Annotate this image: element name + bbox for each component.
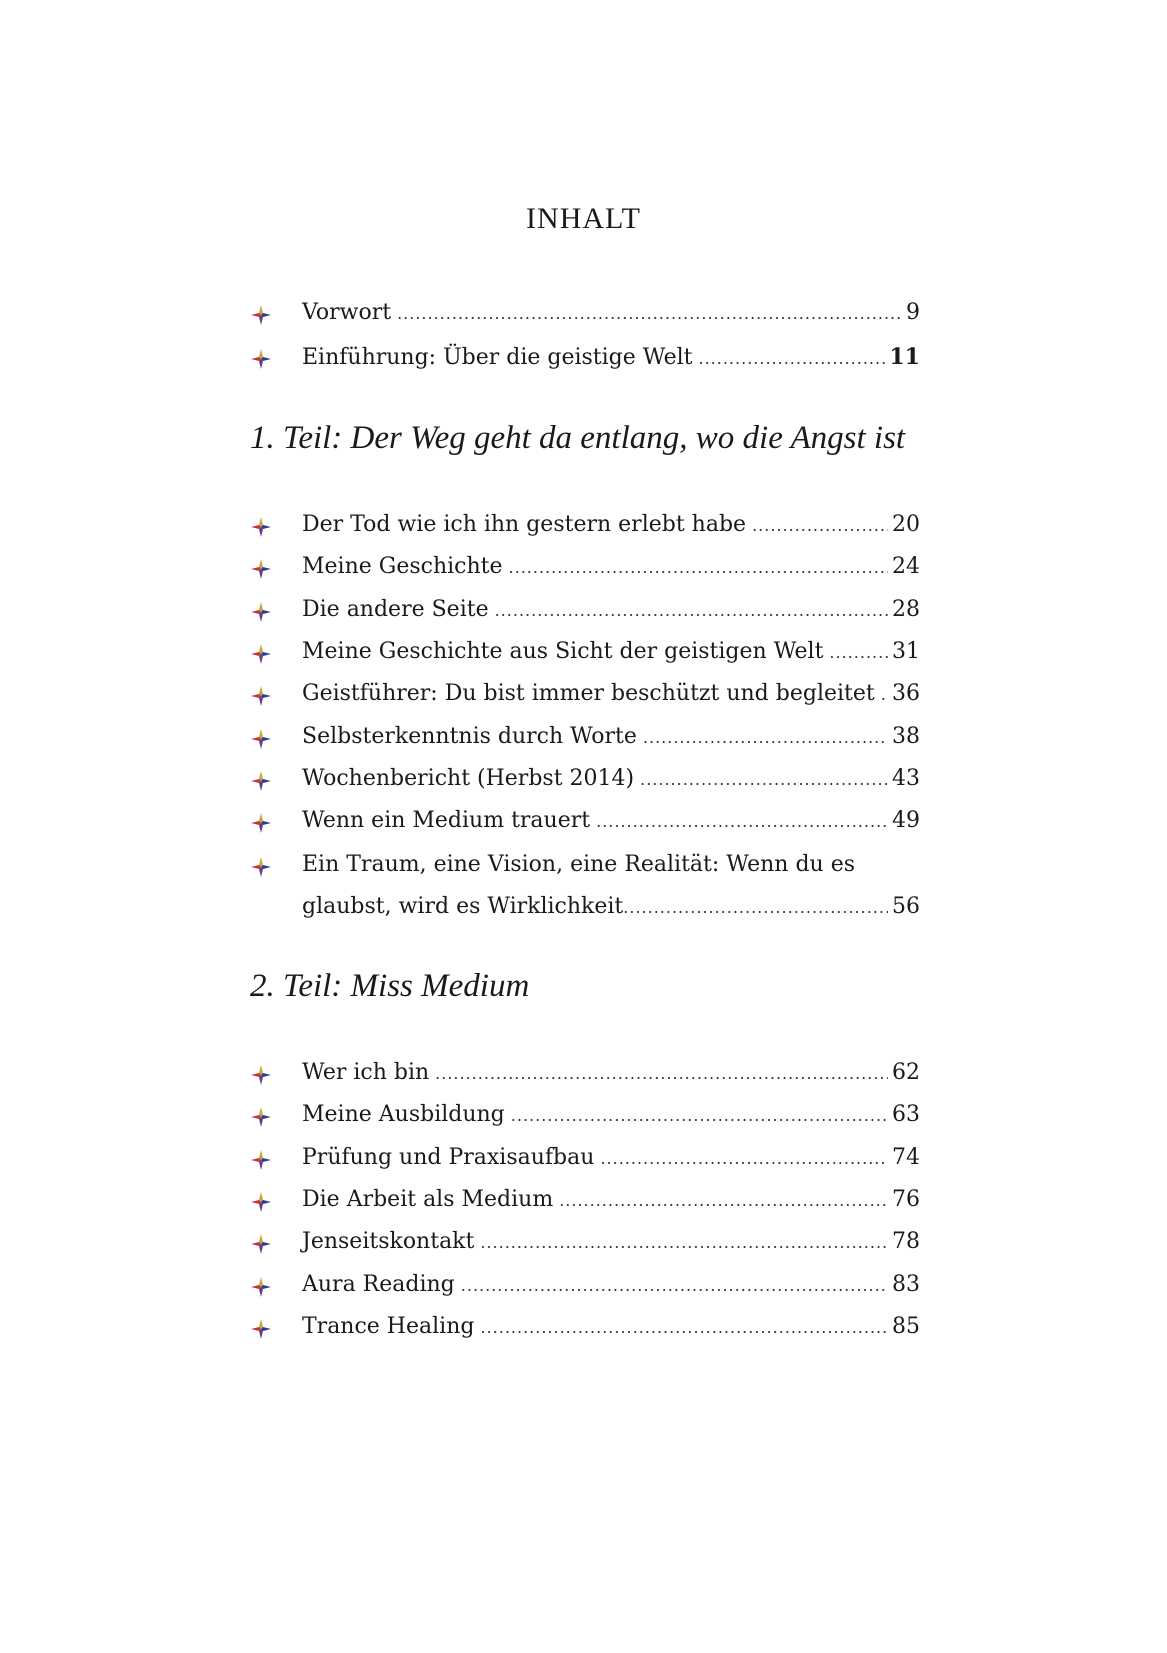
cross-star-icon: [250, 643, 272, 665]
leader-dots: [435, 1057, 888, 1091]
leader-dots: [596, 805, 888, 839]
cross-star-icon: [250, 601, 272, 623]
toc-entry-label: Ein Traum, eine Vision, eine Realität: Wenn du es: [302, 852, 856, 877]
toc-entry-label: Meine Geschichte aus Sicht der geistigen Welt: [302, 638, 824, 664]
toc-entry-label: Geistführer: Du bist immer beschützt und begleitet: [302, 681, 875, 707]
page-title: INHALT: [526, 202, 641, 235]
toc-entry[interactable]: [250, 508, 920, 542]
leader-dots: [495, 594, 888, 628]
toc-entry-label: Die Arbeit als Medium: [302, 1186, 554, 1212]
leader-dots: [640, 763, 888, 797]
toc-entry-page: 43: [892, 765, 920, 791]
toc-entry-label: Wenn ein Medium trauert: [302, 808, 591, 834]
cross-star-icon: [250, 685, 272, 707]
leader-dots: [509, 551, 888, 585]
toc-entry-label: Die andere Seite: [302, 596, 489, 622]
toc-entry[interactable]: [250, 1268, 920, 1302]
toc-entry-label: glaubst, wird es Wirklichkeit: [302, 894, 624, 919]
toc-entry-label: Der Tod wie ich ihn gestern erlebt habe: [302, 512, 747, 537]
cross-star-icon: [250, 516, 272, 538]
toc-entry-page: 11: [889, 344, 920, 370]
toc-entry-page: 9: [906, 300, 920, 325]
toc-entry-wrapped[interactable]: [250, 848, 920, 882]
toc-entry-page: 24: [892, 554, 920, 580]
leader-dots: [752, 509, 888, 543]
toc-entry-label: Vorwort: [302, 300, 392, 325]
toc-entry[interactable]: [250, 550, 920, 584]
toc-entry-page: 36: [892, 681, 920, 707]
toc-entry-label: Prüfung und Praxisaufbau: [302, 1144, 595, 1170]
toc-entry[interactable]: [250, 762, 920, 796]
toc-entry[interactable]: [250, 677, 920, 711]
toc-entry-label: Trance Healing: [302, 1313, 475, 1339]
cross-star-icon: [250, 1276, 272, 1298]
cross-star-icon: [250, 1191, 272, 1213]
toc-entry-page: 76: [892, 1186, 920, 1212]
toc-entry-label: Wer ich bin: [302, 1060, 430, 1085]
toc-entry-wrapped-line2[interactable]: [302, 890, 920, 924]
leader-dots: [643, 721, 888, 755]
leader-dots: [829, 636, 888, 670]
toc-entry-page: 83: [892, 1271, 920, 1297]
toc-entry[interactable]: [250, 1056, 920, 1090]
toc-entry-page: 28: [892, 596, 920, 622]
toc-entry[interactable]: [250, 720, 920, 754]
leader-dots: [397, 297, 902, 331]
toc-entry-label: Einführung: Über die geistige Welt: [302, 345, 693, 370]
leader-dots: [511, 1099, 888, 1133]
toc-entry-page: 20: [892, 512, 920, 537]
toc-entry[interactable]: [250, 1310, 920, 1344]
cross-star-icon: [250, 770, 272, 792]
toc-entry-page: 38: [892, 723, 920, 749]
cross-star-icon: [250, 1233, 272, 1255]
cross-star-icon: [250, 348, 272, 370]
cross-star-icon: [250, 1064, 272, 1086]
toc-entry[interactable]: [250, 1141, 920, 1175]
toc-entry-page: 56: [892, 894, 920, 919]
cross-star-icon: [250, 1318, 272, 1340]
toc-entry-label: Jenseitskontakt: [302, 1229, 475, 1255]
cross-star-icon: [250, 304, 272, 326]
toc-entry[interactable]: [250, 804, 920, 838]
cross-star-icon: [250, 728, 272, 750]
toc-entry[interactable]: [250, 593, 920, 627]
leader-dots: [699, 342, 886, 376]
toc-entry-page: 78: [892, 1229, 920, 1255]
part2-heading: 2. Teil: Miss Medium: [250, 968, 530, 1004]
toc-entry-page: 31: [892, 638, 920, 664]
toc-entry[interactable]: [250, 1183, 920, 1217]
toc-entry[interactable]: [250, 635, 920, 669]
leader-dots: [600, 1142, 888, 1176]
cross-star-icon: [250, 1149, 272, 1171]
toc-entry-label: Meine Ausbildung: [302, 1102, 505, 1128]
toc-entry[interactable]: [250, 340, 920, 374]
toc-entry[interactable]: [250, 1225, 920, 1259]
toc-entry-page: 62: [892, 1060, 920, 1085]
leader-dots: [461, 1269, 888, 1303]
toc-entry[interactable]: [250, 1098, 920, 1132]
cross-star-icon: [250, 558, 272, 580]
toc-entry-label: Meine Geschichte: [302, 554, 503, 580]
cross-star-icon: [250, 1106, 272, 1128]
toc-entry-page: 63: [892, 1102, 920, 1128]
leader-dots: [623, 891, 888, 925]
part1-heading: 1. Teil: Der Weg geht da entlang, wo die Angst ist: [250, 420, 906, 456]
cross-star-icon: [250, 812, 272, 834]
toc-entry-label: Aura Reading: [302, 1271, 455, 1297]
leader-dots: [559, 1184, 888, 1218]
toc-entry[interactable]: [250, 296, 920, 330]
toc-entry-label: Wochenbericht (Herbst 2014): [302, 765, 635, 791]
toc-entry-page: 85: [892, 1313, 920, 1339]
toc-entry-page: 49: [892, 808, 920, 834]
leader-dots: [480, 1311, 888, 1345]
leader-dots: [480, 1226, 888, 1260]
toc-entry-label: Selbsterkenntnis durch Worte: [302, 723, 637, 749]
toc-entry-page: 74: [892, 1144, 920, 1170]
cross-star-icon: [250, 856, 272, 878]
leader-dots: [881, 678, 888, 712]
